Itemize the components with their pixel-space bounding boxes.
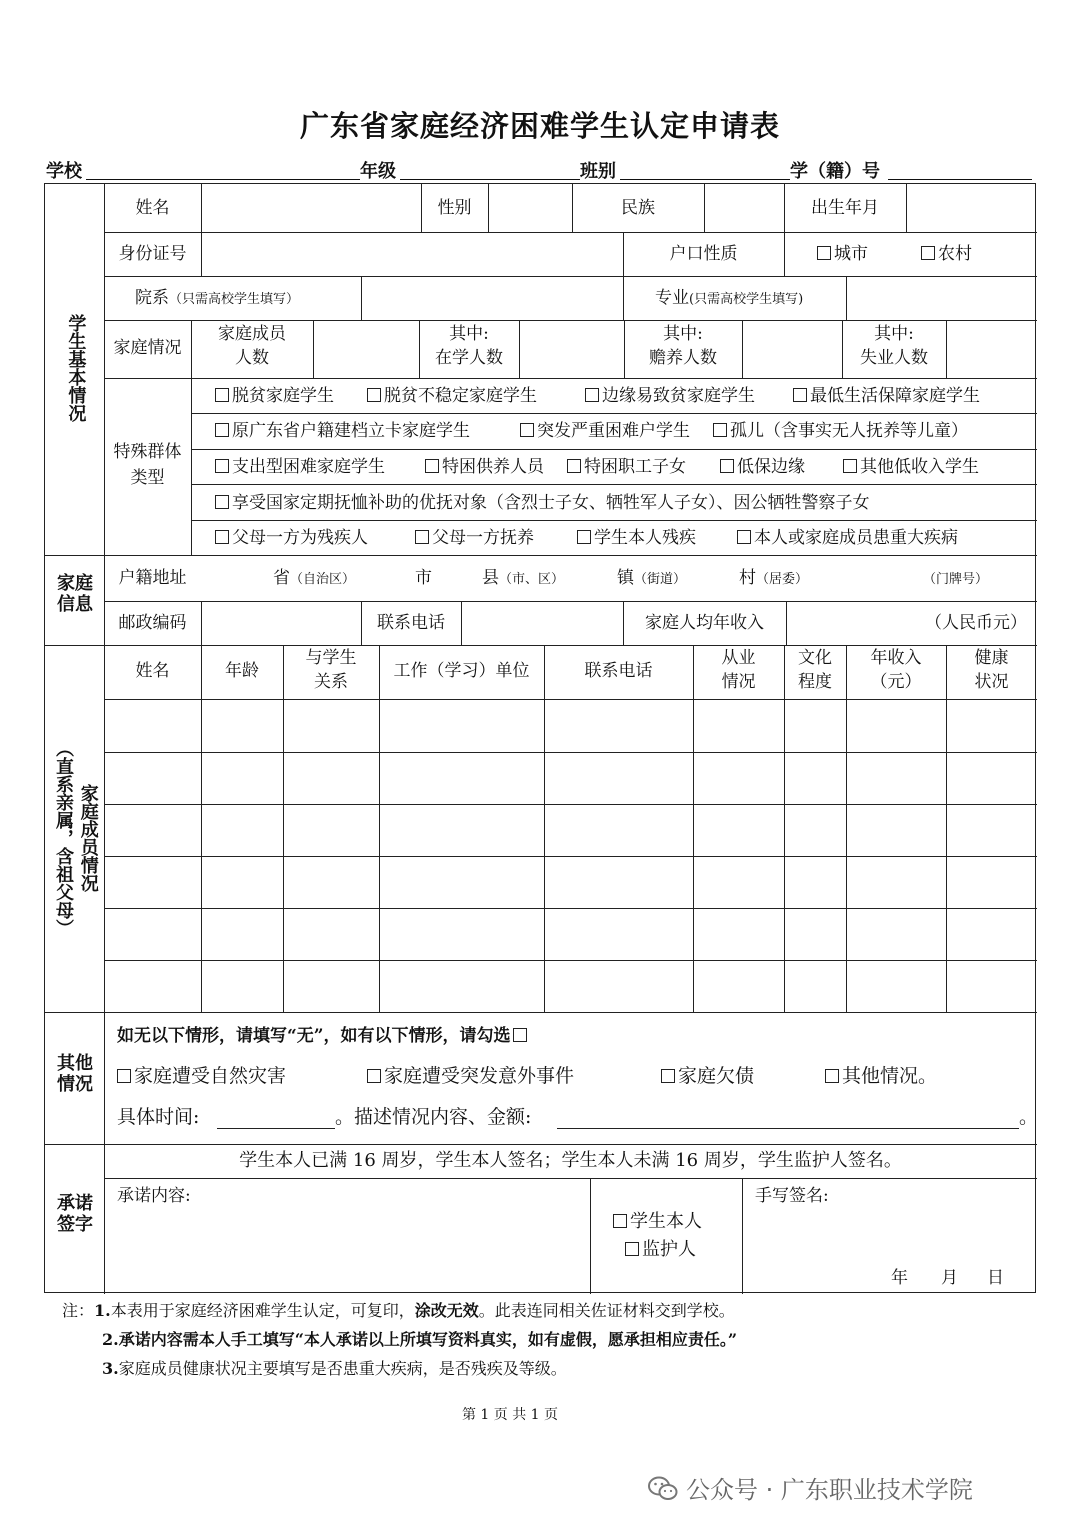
members-table-cell[interactable] bbox=[105, 700, 200, 751]
members-table-cell[interactable] bbox=[105, 753, 200, 803]
members-table-cell[interactable] bbox=[545, 909, 692, 959]
members-table-cell[interactable] bbox=[785, 753, 845, 803]
city-label: 市 bbox=[415, 568, 432, 588]
divider bbox=[45, 555, 1037, 556]
members-table-cell[interactable] bbox=[947, 961, 1036, 1011]
desc-line[interactable] bbox=[557, 1128, 1019, 1129]
other-instruction: 如无以下情形，请填写“无”，如有以下情形，请勾选 bbox=[117, 1026, 530, 1046]
page-footer: 第 1 页 共 1 页 bbox=[461, 1407, 559, 1423]
special-option[interactable]: 突发严重困难户学生 bbox=[520, 421, 690, 441]
section-family-members-label: 家庭成员情况 （直系亲属，含祖父母） bbox=[53, 739, 99, 937]
special-option[interactable]: 其他低收入学生 bbox=[843, 457, 979, 477]
pledge-content-label[interactable]: 承诺内容: bbox=[117, 1186, 191, 1206]
divider bbox=[45, 1012, 1037, 1013]
other-option[interactable]: 家庭遭受自然灾害 bbox=[117, 1065, 286, 1088]
section-pledge-label: 承诺签字 bbox=[57, 1193, 93, 1235]
special-option[interactable]: 低保边缘 bbox=[720, 457, 805, 477]
members-table-cell[interactable] bbox=[380, 961, 543, 1011]
unemployed-count-label: 其中: 失业人数 bbox=[860, 324, 928, 369]
other-option[interactable]: 家庭遭受突发意外事件 bbox=[367, 1065, 574, 1088]
birth-label: 出生年月 bbox=[811, 198, 879, 218]
members-header-cell: 年收入 （元） bbox=[870, 648, 922, 693]
members-table-cell[interactable] bbox=[947, 857, 1036, 907]
members-header-cell: 文化 程度 bbox=[798, 648, 832, 693]
note-3: 3.家庭成员健康状况主要填写是否患重大疾病，是否残疾及等级。 bbox=[102, 1359, 567, 1378]
note-2: 2.承诺内容需本人手工填写“本人承诺以上所填写资料真实，如有虚假，愿承担相应责任。” bbox=[102, 1330, 738, 1349]
watermark: 公众号 · 广东职业技术学院 bbox=[648, 1470, 973, 1505]
members-table-cell[interactable] bbox=[694, 753, 783, 803]
end-mark: 。 bbox=[1019, 1106, 1039, 1128]
class-line[interactable] bbox=[620, 179, 790, 180]
special-option[interactable]: 最低生活保障家庭学生 bbox=[793, 386, 980, 406]
guardian-checkbox[interactable]: 监护人 bbox=[625, 1239, 696, 1261]
members-header-cell: 从业 情况 bbox=[721, 648, 756, 693]
members-header-cell: 与学生 关系 bbox=[305, 648, 357, 693]
members-table-cell[interactable] bbox=[284, 857, 378, 907]
special-option[interactable]: 父母一方为残疾人 bbox=[215, 528, 368, 548]
grade-line[interactable] bbox=[400, 179, 580, 180]
members-table-cell[interactable] bbox=[380, 753, 543, 803]
village-label: 村（居委） bbox=[739, 568, 809, 588]
members-table-cell[interactable] bbox=[284, 909, 378, 959]
address-label: 户籍地址 bbox=[118, 568, 187, 588]
members-table-cell[interactable] bbox=[694, 857, 783, 907]
members-table-cell[interactable] bbox=[694, 700, 783, 751]
members-table-cell[interactable] bbox=[545, 753, 692, 803]
student-no-label: 学（籍）号 bbox=[790, 161, 880, 182]
day-label: 日 bbox=[987, 1268, 1004, 1288]
members-table-cell[interactable] bbox=[947, 805, 1036, 855]
time-line[interactable] bbox=[217, 1128, 335, 1129]
members-table-cell[interactable] bbox=[545, 805, 692, 855]
members-header-cell: 健康 状况 bbox=[974, 648, 1009, 693]
time-label: 具体时间: bbox=[117, 1106, 200, 1128]
special-group-label: 特殊群体 类型 bbox=[113, 442, 182, 489]
town-label: 镇（街道） bbox=[617, 568, 687, 588]
city-checkbox[interactable]: 城市 bbox=[817, 244, 868, 264]
members-table-cell[interactable] bbox=[202, 857, 282, 907]
grade-label: 年级 bbox=[360, 161, 396, 182]
members-table-cell[interactable] bbox=[380, 805, 543, 855]
special-option[interactable]: 本人或家庭成员患重大疾病 bbox=[737, 528, 958, 548]
members-header-cell: 工作（学习）单位 bbox=[393, 661, 530, 681]
members-table-cell[interactable] bbox=[284, 753, 378, 803]
members-table-cell[interactable] bbox=[545, 700, 692, 751]
members-table-cell[interactable] bbox=[947, 700, 1036, 751]
rural-checkbox[interactable]: 农村 bbox=[921, 244, 972, 264]
gender-label: 性别 bbox=[437, 198, 472, 218]
members-table-cell[interactable] bbox=[847, 700, 945, 751]
form-title: 广东省家庭经济困难学生认定申请表 bbox=[299, 109, 780, 143]
house-no-label: （门牌号） bbox=[923, 572, 989, 587]
application-table bbox=[44, 183, 1039, 1293]
ethnicity-label: 民族 bbox=[621, 198, 655, 218]
members-table-cell[interactable] bbox=[105, 909, 200, 959]
divider bbox=[45, 1144, 1037, 1145]
members-table-cell[interactable] bbox=[947, 753, 1036, 803]
year-label: 年 bbox=[891, 1268, 908, 1288]
members-table-cell[interactable] bbox=[847, 753, 945, 803]
county-label: 县（市、区） bbox=[482, 568, 565, 588]
members-table-cell[interactable] bbox=[202, 961, 282, 1011]
section-family-info-label: 家庭信息 bbox=[57, 573, 93, 615]
checkbox-icon bbox=[817, 246, 831, 260]
special-option[interactable]: 脱贫家庭学生 bbox=[215, 386, 334, 406]
student-no-line[interactable] bbox=[888, 179, 1032, 180]
school-line[interactable] bbox=[86, 179, 360, 180]
members-header-cell: 姓名 bbox=[135, 661, 170, 681]
members-table-cell[interactable] bbox=[380, 909, 543, 959]
month-label: 月 bbox=[941, 1268, 958, 1288]
pledge-top-text: 学生本人已满 16 周岁，学生本人签名；学生本人未满 16 周岁，学生监护人签名。 bbox=[239, 1150, 902, 1171]
special-option[interactable]: 边缘易致贫家庭学生 bbox=[585, 386, 755, 406]
members-table-cell[interactable] bbox=[694, 961, 783, 1011]
family-status-label: 家庭情况 bbox=[113, 338, 182, 358]
section-other-label: 其他情况 bbox=[57, 1053, 93, 1095]
special-option[interactable]: 享受国家定期抚恤补助的优抚对象（含烈士子女、牺牲军人子女）、因公牺牲警察子女 bbox=[215, 493, 870, 513]
wechat-icon bbox=[648, 1476, 678, 1502]
other-option[interactable]: 其他情况。 bbox=[825, 1065, 937, 1088]
special-option[interactable]: 学生本人残疾 bbox=[577, 528, 696, 548]
currency-label: （人民币元） bbox=[925, 613, 1027, 633]
members-table-cell[interactable] bbox=[785, 857, 845, 907]
supported-count-label: 其中: 赡养人数 bbox=[649, 324, 717, 369]
special-option[interactable]: 脱贫不稳定家庭学生 bbox=[367, 386, 537, 406]
checkbox-icon bbox=[921, 246, 935, 260]
members-header-cell: 联系电话 bbox=[584, 661, 653, 681]
students-count-label: 其中: 在学人数 bbox=[435, 324, 503, 369]
special-option[interactable]: 孤儿（含事实无人抚养等儿童） bbox=[713, 421, 968, 441]
members-table-cell[interactable] bbox=[785, 961, 845, 1011]
members-table-cell[interactable] bbox=[785, 805, 845, 855]
department-label: 院系（只需高校学生填写） bbox=[135, 288, 300, 308]
members-table-cell[interactable] bbox=[694, 909, 783, 959]
members-table-cell[interactable] bbox=[847, 857, 945, 907]
province-label: 省（自治区） bbox=[273, 568, 356, 588]
phone-label: 联系电话 bbox=[377, 613, 445, 633]
id-label: 身份证号 bbox=[118, 244, 187, 264]
class-label: 班别 bbox=[580, 161, 616, 182]
members-table-cell[interactable] bbox=[947, 909, 1036, 959]
school-label: 学校 bbox=[46, 161, 82, 182]
header-fields bbox=[44, 155, 1036, 183]
hukou-label: 户口性质 bbox=[669, 244, 738, 264]
members-table-cell[interactable] bbox=[545, 961, 692, 1011]
members-table-cell[interactable] bbox=[202, 909, 282, 959]
members-table-cell[interactable] bbox=[284, 961, 378, 1011]
members-table-cell[interactable] bbox=[202, 753, 282, 803]
self-checkbox[interactable]: 学生本人 bbox=[613, 1211, 702, 1233]
special-option[interactable]: 原广东省户籍建档立卡家庭学生 bbox=[215, 421, 470, 441]
members-table-cell[interactable] bbox=[284, 700, 378, 751]
members-table-cell[interactable] bbox=[202, 700, 282, 751]
members-table-cell[interactable] bbox=[105, 961, 200, 1011]
special-option[interactable]: 特困供养人员 bbox=[425, 457, 544, 477]
members-header-cell: 年龄 bbox=[225, 661, 259, 681]
members-table-cell[interactable] bbox=[202, 805, 282, 855]
divider bbox=[45, 645, 1037, 646]
postcode-label: 邮政编码 bbox=[118, 613, 187, 633]
members-table-cell[interactable] bbox=[380, 857, 543, 907]
members-table-cell[interactable] bbox=[847, 909, 945, 959]
special-option[interactable]: 特困职工子女 bbox=[567, 457, 686, 477]
members-table-cell[interactable] bbox=[380, 700, 543, 751]
members-count-label: 家庭成员 人数 bbox=[218, 324, 286, 369]
members-table-cell[interactable] bbox=[545, 857, 692, 907]
members-table-cell[interactable] bbox=[847, 805, 945, 855]
members-table-cell[interactable] bbox=[105, 805, 200, 855]
section-basic-label: 学生基本情况 bbox=[65, 314, 87, 422]
members-table-cell[interactable] bbox=[284, 805, 378, 855]
income-label: 家庭人均年收入 bbox=[645, 613, 764, 633]
special-option[interactable]: 父母一方抚养 bbox=[415, 528, 534, 548]
members-table-cell[interactable] bbox=[105, 857, 200, 907]
members-table-cell[interactable] bbox=[785, 700, 845, 751]
signature-label[interactable]: 手写签名: bbox=[755, 1186, 829, 1206]
other-option[interactable]: 家庭欠债 bbox=[661, 1065, 754, 1088]
name-label: 姓名 bbox=[135, 198, 170, 218]
major-label: 专业(只需高校学生填写) bbox=[655, 288, 804, 308]
note-1: 注：1.本表用于家庭经济困难学生认定，可复印，涂改无效。此表连同相关佐证材料交到学校。 bbox=[62, 1301, 735, 1320]
members-table-cell[interactable] bbox=[694, 805, 783, 855]
special-option[interactable]: 支出型困难家庭学生 bbox=[215, 457, 385, 477]
desc-label: 。描述情况内容、金额: bbox=[335, 1106, 532, 1128]
members-table-cell[interactable] bbox=[785, 909, 845, 959]
members-table-cell[interactable] bbox=[847, 961, 945, 1011]
